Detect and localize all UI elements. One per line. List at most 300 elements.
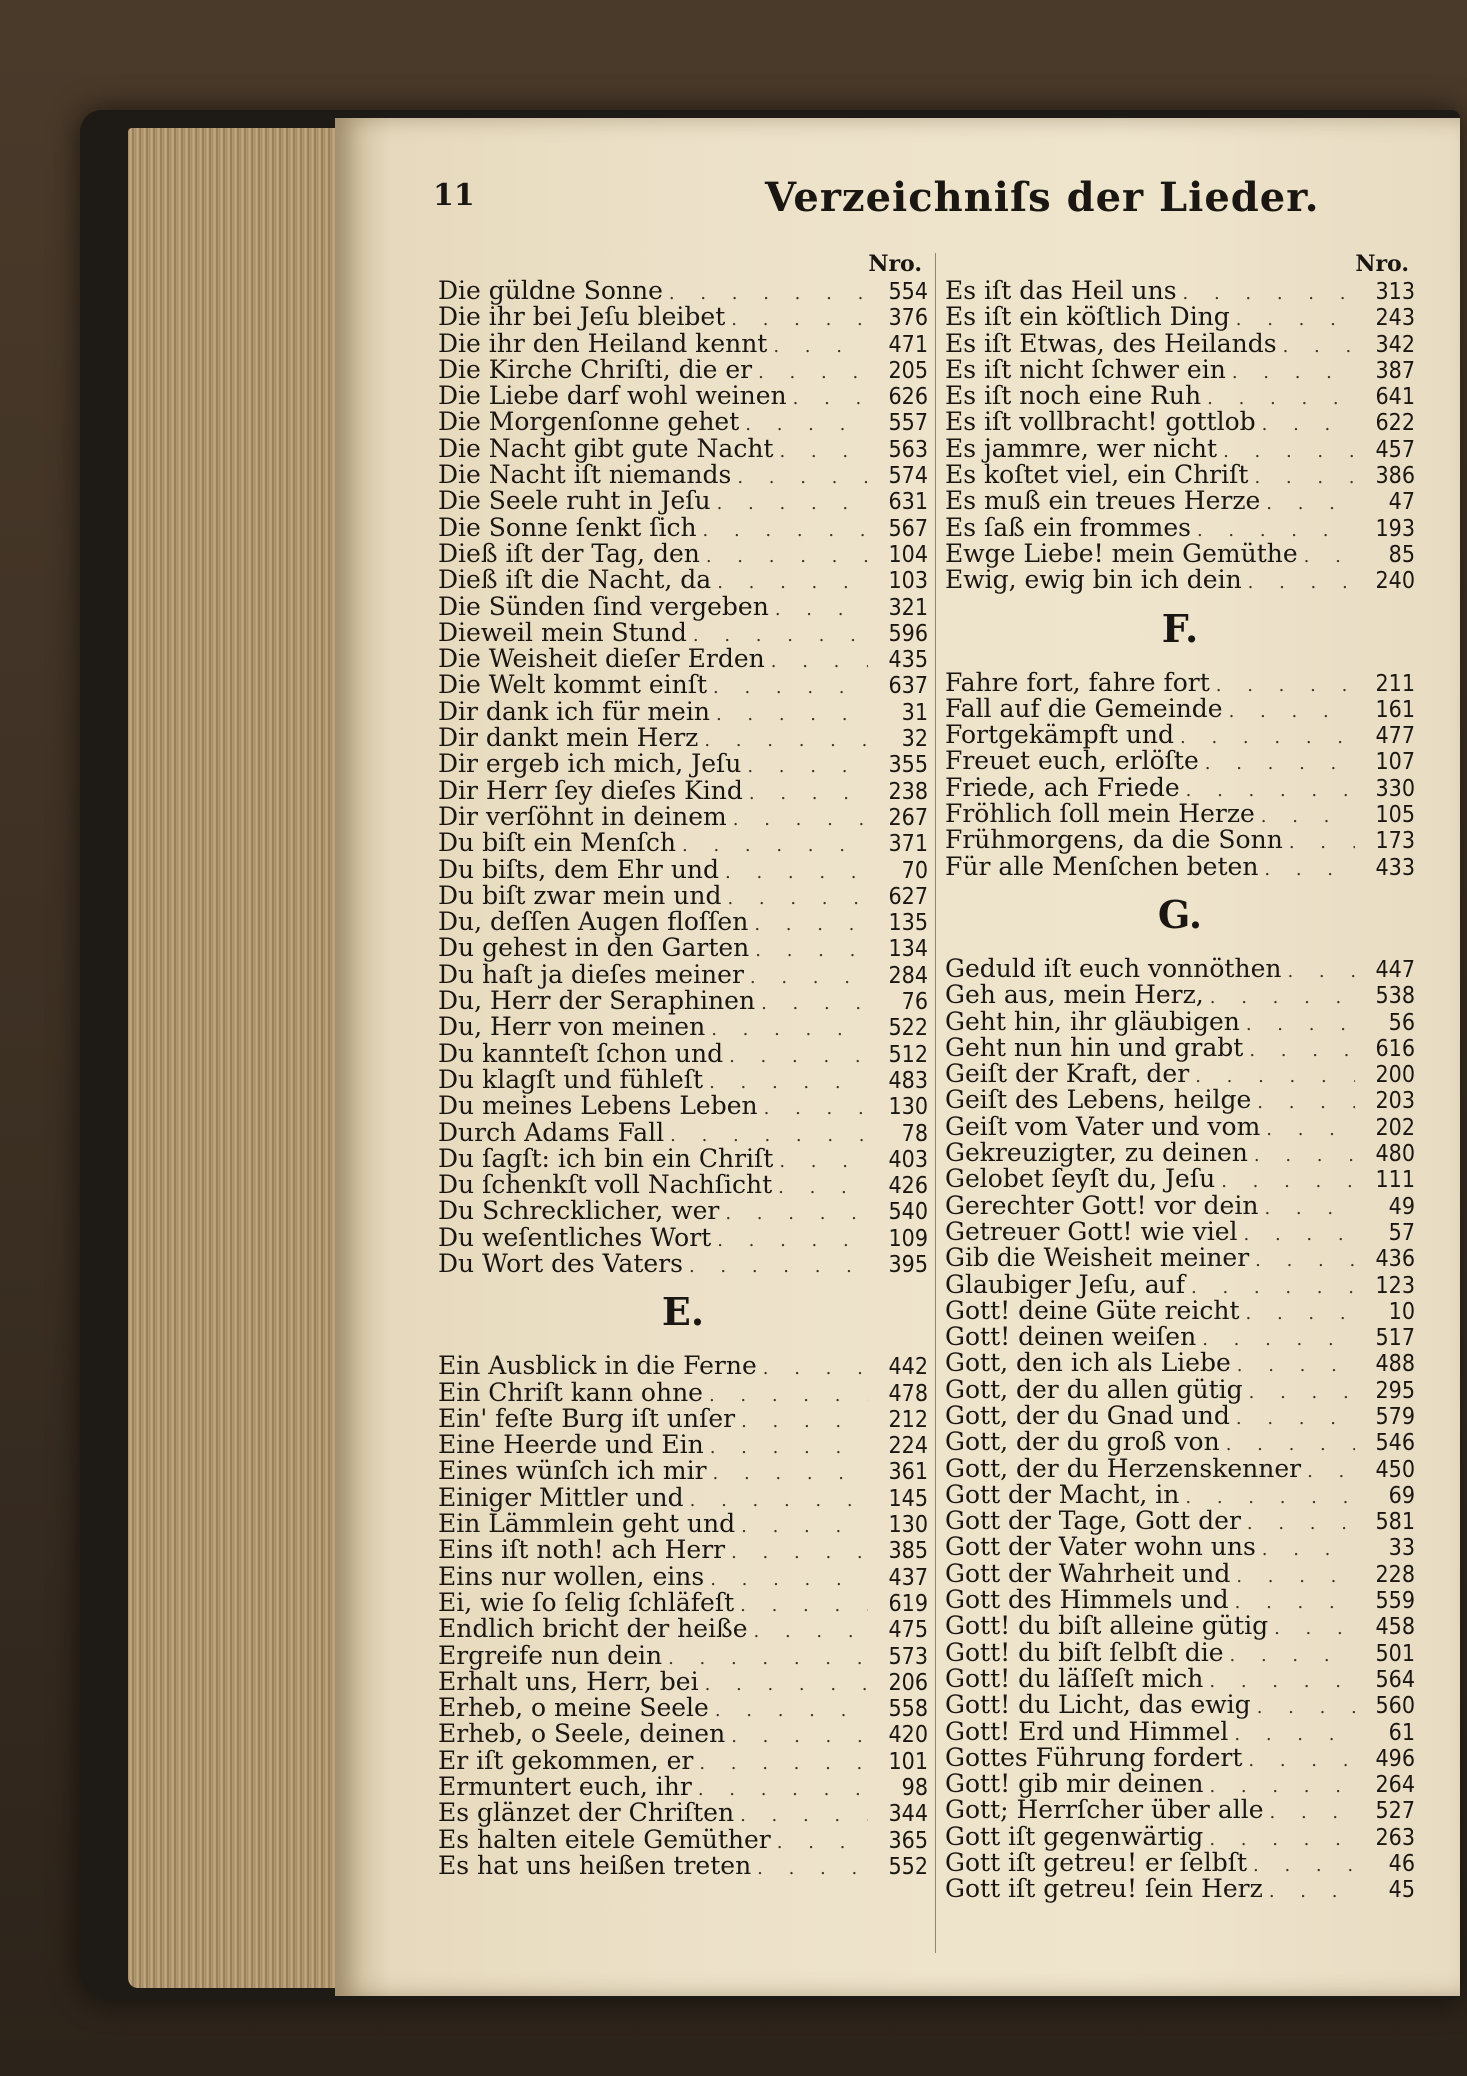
index-entry [438,801,928,831]
leader-dots [716,702,868,728]
hymn-title: Die ihr bei Jeſu bleibet [438,302,726,332]
hymn-title: Gott der Vater wohn uns [945,1532,1256,1562]
hymn-title: Es jammre, wer nicht [945,433,1218,463]
leader-dots [689,1254,868,1280]
index-entry [945,567,1415,593]
hymn-number: 557 [888,410,928,437]
index-entry [438,1666,928,1696]
hymn-number: 552 [888,1853,928,1880]
index-entry [945,748,1415,774]
index-entry [438,935,928,961]
index-entry [438,1587,928,1617]
hymn-title: Dieweil mein Stund [438,617,687,647]
hymn-number: 267 [888,804,928,831]
hymn-number: 101 [888,1748,928,1775]
hymn-number: 554 [888,279,928,305]
index-entry [945,1534,1415,1560]
hymn-number: 263 [1375,1824,1415,1851]
hymn-title: Ewge Liebe! mein Gemüthe [945,538,1298,568]
hymn-number: 173 [1375,828,1415,855]
leader-dots [727,886,868,912]
hymn-number: 321 [888,594,928,621]
hymn-number: 560 [1375,1693,1415,1720]
hymn-number: 205 [888,357,928,384]
section-letter-f: F. [1161,605,1199,651]
hymn-number: 330 [1375,775,1415,802]
hymn-title: Es muß ein treues Herze [945,486,1261,516]
index-entry [438,1248,928,1278]
hymn-number: 436 [1375,1246,1415,1273]
column-divider [935,253,936,1953]
leader-dots [1262,1537,1355,1563]
leader-dots [777,1830,868,1856]
leader-dots [1283,334,1355,360]
index-entry [438,1511,928,1537]
hymn-title: Es iſt nicht ſchwer ein [945,354,1226,384]
index-entry [945,801,1415,827]
hymn-title: Gott der Wahrheit und [945,1558,1231,1588]
hymn-title: Die ihr den Heiland kennt [438,328,768,358]
hymn-number: 581 [1375,1509,1415,1536]
hymn-number: 376 [888,305,928,332]
leader-dots [1249,1380,1355,1406]
hymn-title: Geht nun hin und grabt [945,1032,1244,1062]
hymn-title: Eins iſt noth! ach Herr [438,1535,726,1565]
index-entry [438,1403,928,1433]
hymn-number: 76 [901,989,928,1016]
hymn-number: 103 [888,568,928,595]
hymn-title: Gott der Tage, Gott der [945,1506,1241,1536]
hymn-title: Durch Adams Fall [438,1117,665,1147]
hymn-number: 69 [1388,1482,1415,1509]
right-entries-f [945,667,1415,881]
hymn-number: 240 [1375,568,1415,595]
leader-dots [778,1175,868,1201]
hymn-title: Du, Herr der Seraphinen [438,986,756,1016]
hymn-title: Die Sonne ſenkt ſich [438,512,697,542]
index-entry [945,1850,1415,1876]
hymn-title: Gott! du Licht, das ewig [945,1690,1251,1720]
hymn-title: Gott! gib mir deinen [945,1769,1204,1799]
index-entry [945,1716,1415,1746]
index-entry [438,1172,928,1198]
hymn-number: 641 [1375,384,1415,411]
index-entry [438,1640,928,1670]
hymn-title: Gott der Macht, in [945,1479,1180,1509]
hymn-number: 45 [1388,1877,1415,1904]
index-entry [945,433,1415,463]
hymn-title: Die Weisheit dieſer Erden [438,644,765,674]
leader-dots [779,1149,868,1175]
hymn-title: Dir dankt mein Herz [438,723,699,753]
leader-dots [725,860,868,886]
leader-dots [729,1044,868,1070]
hymn-title: Erhalt uns, Herr, bei [438,1666,699,1696]
hymn-number: 442 [888,1354,928,1381]
leader-dots [747,754,868,780]
hymn-number: 46 [1388,1851,1415,1878]
index-entry [438,512,928,542]
leader-dots [1247,1511,1355,1537]
index-entry [945,512,1415,542]
hymn-number: 264 [1375,1772,1415,1799]
hymn-title: Gott iſt getreu! ſein Herz [945,1874,1263,1904]
leader-dots [1244,1222,1355,1248]
hymn-title: Geiſt des Lebens, heilge [945,1085,1252,1115]
index-entry [945,693,1415,723]
hymn-title: Dir verſöhnt in deinem [438,801,727,831]
hymn-number: 284 [888,962,928,989]
index-entry [438,1143,928,1173]
hymn-number: 471 [888,331,928,358]
hymn-number: 403 [888,1146,928,1173]
hymn-number: 78 [901,1120,928,1147]
index-entry [945,1613,1415,1639]
index-entry [945,328,1415,358]
hymn-number: 85 [1388,541,1415,568]
page-number: 11 [433,178,475,213]
hymn-title: Gott! deine Güte reicht [945,1295,1240,1325]
index-entry [438,646,928,672]
hymn-number: 477 [1375,723,1415,750]
left-entries-e [438,1353,928,1879]
index-entry [438,1198,928,1224]
leader-dots [699,1751,868,1777]
nro-label-right: Nro. [1355,251,1409,277]
index-entry [945,1558,1415,1588]
leader-dots [775,597,868,623]
index-entry [945,982,1415,1008]
index-entry [438,1117,928,1147]
hymn-title: Gott, der du Herzenskenner [945,1453,1302,1483]
hymn-number: 538 [1375,983,1415,1010]
hymn-number: 361 [888,1459,928,1486]
hymn-number: 596 [888,620,928,647]
index-entry [438,880,928,910]
index-entry [945,1637,1415,1667]
index-entry [945,1429,1415,1455]
index-entry [438,1353,928,1379]
hymn-number: 130 [888,1512,928,1539]
section-letter-g: G. [1157,891,1203,937]
hymn-title: Ermuntert euch, ihr [438,1772,692,1802]
leader-dots [764,1096,868,1122]
leader-dots [717,491,868,517]
hymn-number: 558 [888,1696,928,1723]
index-entry [438,775,928,805]
leader-dots [741,1409,868,1435]
leader-dots [1253,1853,1355,1879]
hymn-number: 342 [1375,331,1415,358]
hymn-number: 387 [1375,357,1415,384]
hymn-number: 631 [888,489,928,516]
hymn-number: 295 [1375,1377,1415,1404]
index-entry [945,1876,1415,1902]
index-entry [945,1295,1415,1325]
hymn-number: 371 [888,831,928,858]
hymn-number: 57 [1388,1219,1415,1246]
leader-dots [750,965,868,991]
leader-dots [1307,1459,1355,1485]
hymn-number: 134 [888,936,928,963]
hymn-number: 559 [1375,1588,1415,1615]
hymn-title: Für alle Menſchen beten [945,851,1259,881]
hymn-number: 480 [1375,1141,1415,1168]
leader-dots [755,938,868,964]
hymn-number: 458 [1375,1614,1415,1641]
leader-dots [754,1619,868,1645]
index-entry [438,1850,928,1880]
index-entry [438,1222,928,1252]
index-entry [438,1064,928,1094]
hymn-number: 202 [1375,1114,1415,1141]
hymn-title: Gib die Weisheit meiner [945,1243,1250,1273]
leader-dots [1287,959,1355,985]
hymn-title: Es ſaß ein frommes [945,512,1191,542]
hymn-title: Erheb, o meine Seele [438,1693,709,1723]
hymn-number: 109 [888,1225,928,1252]
leader-dots [1236,1564,1355,1590]
hymn-title: Gott, den ich als Liebe [945,1348,1231,1378]
hymn-number: 56 [1388,1009,1415,1036]
hymn-number: 475 [888,1617,928,1644]
hymn-title: Du, Herr von meinen [438,1012,706,1042]
index-entry [945,1006,1415,1036]
hymn-number: 355 [888,752,928,779]
hymn-number: 488 [1375,1351,1415,1378]
index-entry [945,1140,1415,1166]
running-title: Verzeichniſs der Lieder. [765,174,1320,221]
hymn-title: Friede, ach Friede [945,772,1180,802]
hymn-title: Dieß iſt die Nacht, da [438,565,712,595]
leader-dots [763,1356,868,1382]
hymn-number: 433 [1375,854,1415,881]
index-entry [438,854,928,884]
leader-dots [1248,570,1355,596]
leader-dots [1270,1800,1355,1826]
hymn-number: 70 [901,857,928,884]
hymn-title: Gott! Erd und Himmel [945,1716,1229,1746]
hymn-number: 573 [888,1643,928,1670]
hymn-number: 32 [901,726,928,753]
index-entry [945,488,1415,514]
leader-dots [761,991,868,1017]
index-entry [438,909,928,935]
leader-dots [1254,465,1355,491]
leader-dots [1264,857,1355,883]
hymn-number: 238 [888,778,928,805]
index-entry [945,354,1415,384]
leader-dots [1236,1406,1355,1432]
leader-dots [711,1017,868,1043]
hymn-number: 522 [888,1015,928,1042]
hymn-title: Fall auf die Gemeinde [945,693,1223,723]
hymn-title: Es glänzet der Chriſten [438,1798,735,1828]
index-entry [945,1190,1415,1220]
hymn-number: 564 [1375,1666,1415,1693]
index-entry [438,1537,928,1563]
book-page [335,118,1460,1996]
hymn-title: Geht hin, ihr gläubigen [945,1006,1240,1036]
leader-dots [715,1698,868,1724]
hymn-number: 111 [1375,1167,1415,1194]
hymn-number: 512 [888,1041,928,1068]
hymn-title: Geh aus, mein Herz, [945,980,1204,1010]
hymn-title: Es iſt Etwas, des Heilands [945,328,1277,358]
hymn-title: Glaubiger Jeſu, auf [945,1269,1185,1299]
hymn-title: Eines wünſch ich mir [438,1456,707,1486]
index-entry [945,1032,1415,1062]
hymn-title: Du, deſſen Augen floſſen [438,907,749,937]
hymn-title: Es iſt ein köſtlich Ding [945,302,1230,332]
left-column [438,250,928,1879]
hymn-number: 447 [1375,956,1415,983]
leader-dots [793,386,868,412]
leader-dots [731,1724,868,1750]
index-entry [438,1745,928,1775]
hymn-number: 567 [888,515,928,542]
hymn-title: Gott! du biſt alleine gütig [945,1611,1269,1641]
hymn-title: Gottes Führung fordert [945,1742,1243,1772]
leader-dots [1257,1090,1355,1116]
hymn-number: 105 [1375,802,1415,829]
hymn-title: Es iſt noch eine Ruh [945,381,1202,411]
index-entry [438,725,928,751]
hymn-number: 107 [1375,749,1415,776]
hymn-title: Du Schrecklicher, wer [438,1196,720,1226]
hymn-title: Erheb, o Seele, deinen [438,1719,726,1749]
hymn-title: Fortgekämpft und [945,720,1175,750]
index-entry [438,328,928,358]
index-entry [438,1432,928,1458]
leader-dots [725,1201,868,1227]
leader-dots [1229,699,1355,725]
hymn-title: Es iſt das Heil uns [945,276,1177,305]
leader-dots [1257,1695,1355,1721]
hymn-title: Gelobet ſeyſt du, Jeſu [945,1164,1216,1194]
hymn-number: 626 [888,384,928,411]
index-entry [438,617,928,647]
hymn-title: Fröhlich ſoll mein Herze [945,799,1255,829]
hymn-title: Geiſt vom Vater und vom [945,1111,1261,1141]
hymn-title: Getreuer Gott! wie viel [945,1216,1238,1246]
leader-dots [754,912,868,938]
hymn-number: 313 [1375,279,1415,305]
hymn-number: 206 [888,1669,928,1696]
index-entry [438,462,928,488]
leader-dots [731,1540,868,1566]
index-entry [945,1166,1415,1192]
hymn-number: 228 [1375,1561,1415,1588]
index-entry [945,851,1415,881]
hymn-title: Die Morgenſonne gehet [438,407,740,437]
leader-dots [749,781,868,807]
index-entry [945,772,1415,802]
hymn-title: Es koſtet viel, ein Chriſt [945,460,1249,490]
hymn-title: Die güldne Sonne [438,276,663,305]
hymn-number: 437 [888,1564,928,1591]
hymn-number: 31 [901,699,928,726]
hymn-title: Ein Ausblick in die Ferne [438,1351,757,1381]
index-entry [438,1561,928,1591]
hymn-number: 616 [1375,1035,1415,1062]
hymn-number: 450 [1375,1456,1415,1483]
leader-dots [757,1856,868,1882]
leader-dots [1289,830,1355,856]
index-entry [945,1771,1415,1797]
hymn-title: Gott des Himmels und [945,1585,1229,1615]
hymn-title: Die Welt kommt einſt [438,670,708,700]
hymn-number: 344 [888,1801,928,1828]
leader-dots [1254,1143,1355,1169]
hymn-number: 365 [888,1827,928,1854]
hymn-title: Freuet euch, erlöſte [945,746,1199,776]
leader-dots [1266,491,1355,517]
index-entry [945,1374,1415,1404]
index-entry [438,538,928,568]
hymn-number: 61 [1388,1719,1415,1746]
index-entry [438,1377,928,1407]
hymn-number: 200 [1375,1062,1415,1089]
hymn-number: 540 [888,1199,928,1226]
hymn-title: Gott; Herrſcher über alle [945,1795,1264,1825]
index-entry [438,1774,928,1800]
hymn-title: Einiger Mittler und [438,1482,684,1512]
index-entry [945,667,1415,697]
index-entry [945,1324,1415,1350]
index-entry [945,1587,1415,1613]
hymn-title: Es halten eitele Gemüther [438,1824,771,1854]
hymn-number: 104 [888,541,928,568]
hymn-number: 224 [888,1433,928,1460]
index-entry [438,304,928,330]
leader-dots [1262,412,1355,438]
index-entry [945,1663,1415,1693]
page-header [335,174,1460,234]
hymn-title: Gott! du läſſeſt mich [945,1663,1204,1693]
hymn-title: Dir Herr ſey dieſes Kind [438,775,743,805]
hymn-title: Ein Chriſt kann ohne [438,1377,703,1407]
page-edges [128,128,343,1988]
leader-dots [771,649,868,675]
index-entry [438,696,928,726]
hymn-title: Dir dank ich für mein [438,696,710,726]
hymn-title: Du meines Lebens Leben [438,1091,758,1121]
hymn-number: 212 [888,1406,928,1433]
right-entries-es [945,278,1415,594]
leader-dots [1237,1353,1355,1379]
index-entry [438,959,928,989]
hymn-title: Die Liebe darf wohl weinen [438,381,787,411]
hymn-number: 426 [888,1173,928,1200]
index-entry [438,988,928,1014]
hymn-number: 145 [888,1485,928,1512]
index-entry [945,1111,1415,1141]
hymn-number: 563 [888,436,928,463]
index-entry [945,1508,1415,1534]
left-entries-d [438,278,928,1277]
leader-dots [1266,1117,1355,1143]
leader-dots [1232,360,1355,386]
leader-dots [1216,673,1355,699]
hymn-number: 619 [888,1590,928,1617]
hymn-title: Du biſt zwar mein und [438,880,722,910]
leader-dots [740,1593,868,1619]
hymn-number: 478 [888,1380,928,1407]
index-entry [438,1824,928,1854]
hymn-number: 622 [1375,410,1415,437]
hymn-title: Gerechter Gott! vor dein [945,1190,1259,1220]
